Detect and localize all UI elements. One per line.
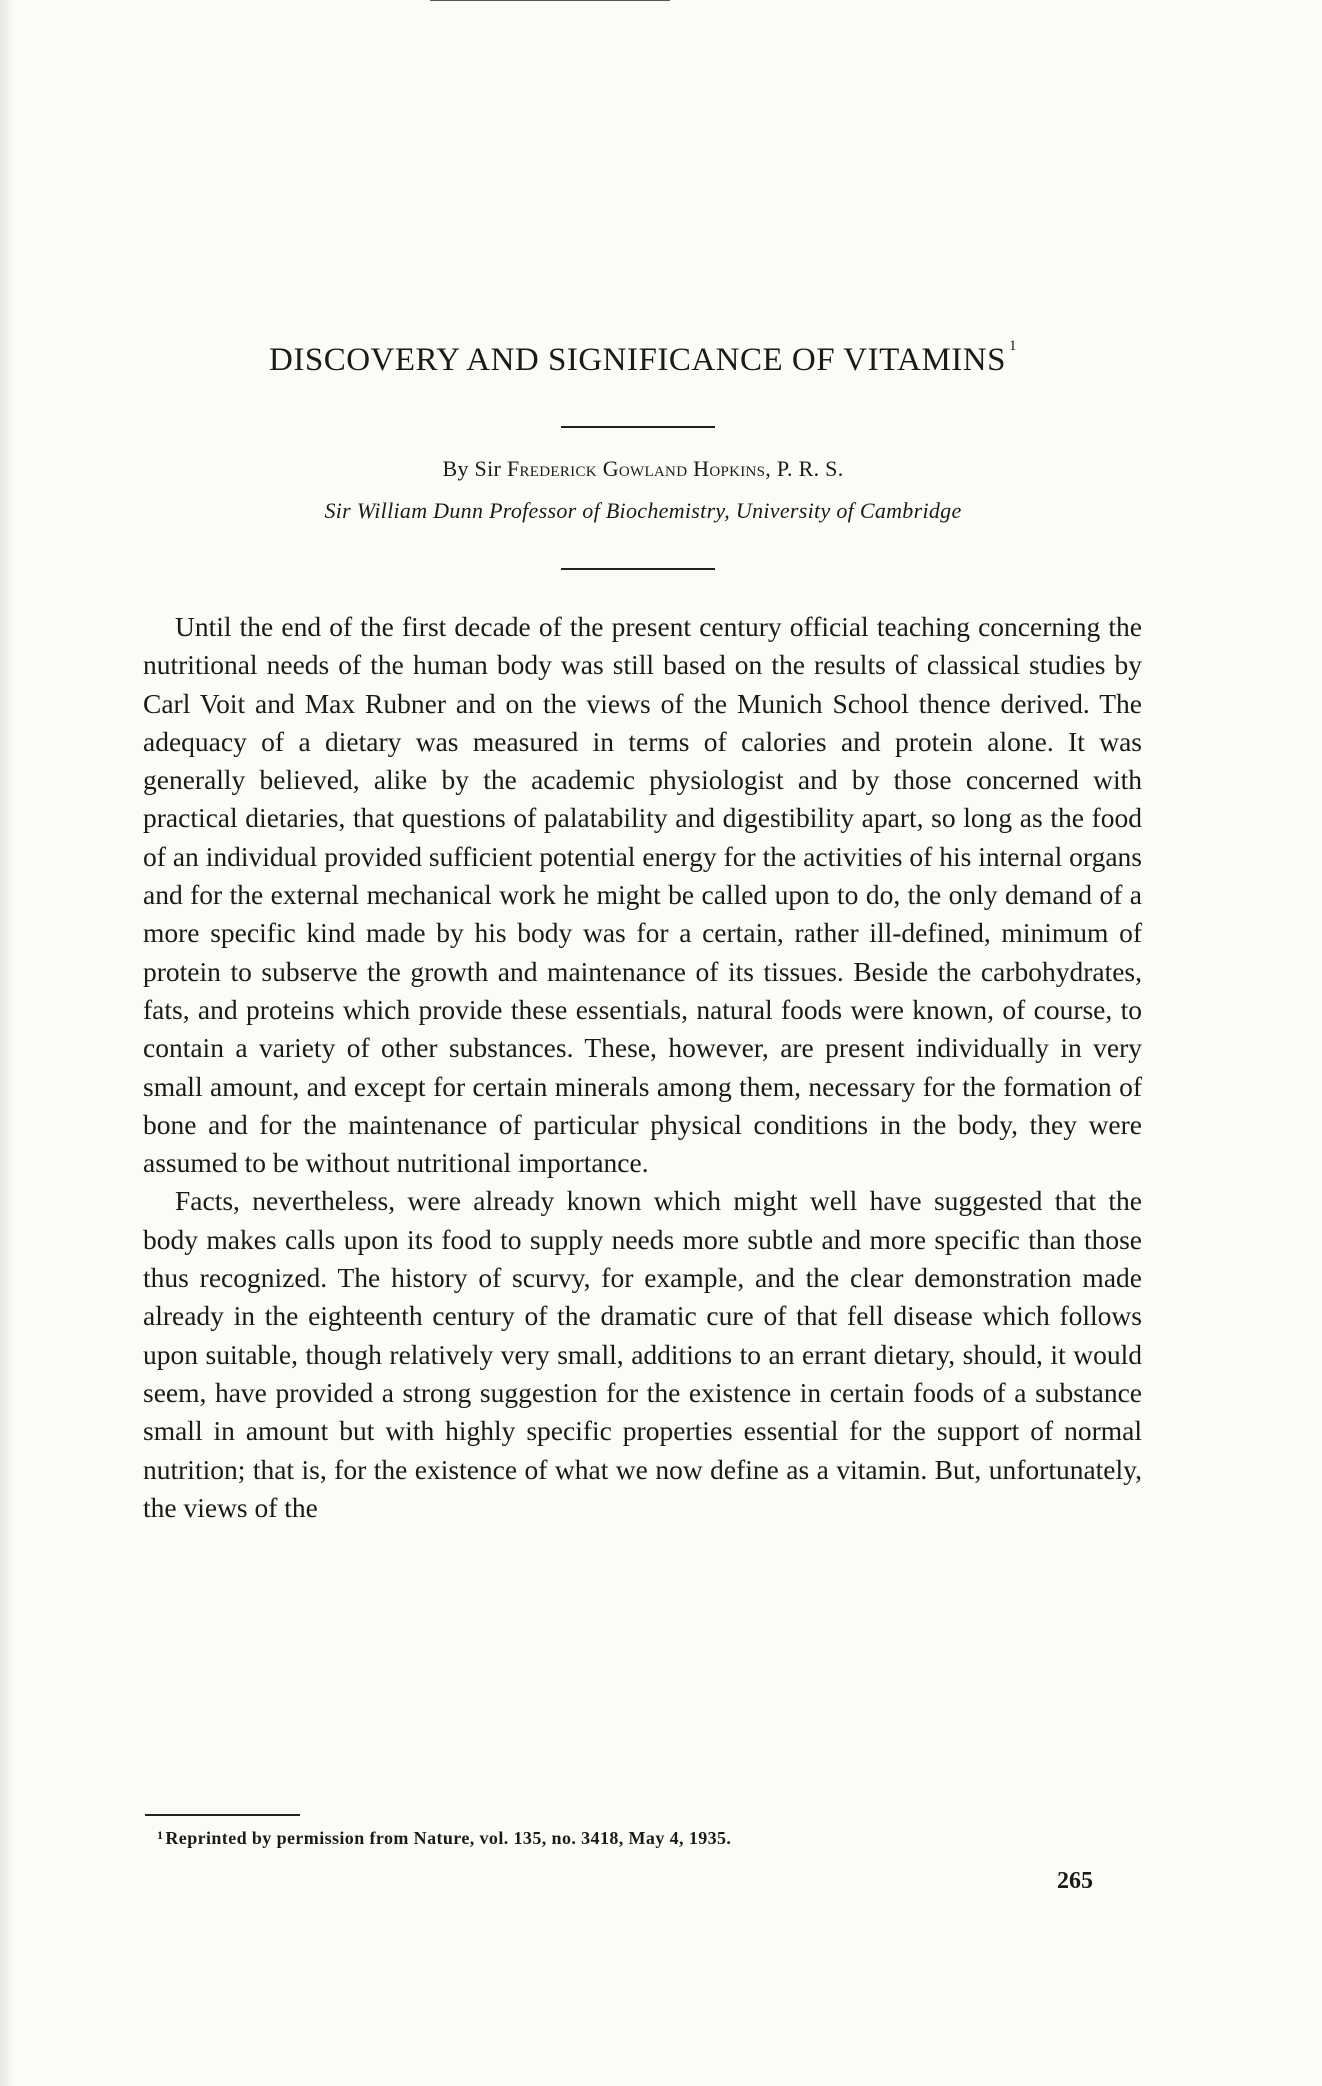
footnote — [157, 1828, 731, 1849]
body-paragraph-2: Facts, nevertheless, were already known which might well have suggested that the body makes calls upon its food to supply needs more subtle and more specific than those thus recognized. The history of scurvy, for example, and the clear demonstration made already in the eighteenth century of the dramatic cure of that fell disease which follows upon suitable, though relatively very small, additions to an errant dietary, should, it would seem, have provided a strong suggestion for the existence in certain foods of a substance small in amount but with highly specific properties essential for the support of normal nutrition; that is, for the existence of what we now define as a vitamin. But, unfortunately, the views of the — [143, 1185, 1142, 1523]
article-title-text: DISCOVERY AND SIGNIFICANCE OF VITAMINS — [269, 342, 1006, 378]
page-number: 265 — [1057, 1868, 1093, 1894]
author-suffix: , P. R. S. — [765, 456, 844, 481]
scan-edge-shadow — [0, 0, 14, 2086]
article-body — [143, 608, 1142, 1527]
title-rule — [561, 426, 715, 428]
author-affiliation: Sir William Dunn Professor of Biochemistry, University of Cambridge — [324, 498, 962, 523]
page — [143, 0, 1143, 2086]
byline — [143, 456, 1143, 482]
article-title — [143, 338, 1143, 379]
title-footnote-marker[interactable]: 1 — [1008, 338, 1017, 354]
footnote-rule — [145, 1814, 300, 1816]
body-paragraph-1: Until the end of the first decade of the present century official teaching concerning the nutritional needs of the human body was still based on the results of classical studies by Carl Voit and Max Rubner and on the views of the Munich School thence derived. The adequacy of a dietary was measured in terms of calories and protein alone. It was generally believed, alike by the academic physiologist and by those concerned with practical dietaries, that questions of palatability and digestibility apart, so long as the food of an individual provided sufficient potential energy for the activities of his internal organs and for the external mechanical work he might be called upon to do, the only demand of a more specific kind made by his body was for a certain, rather ill-defined, minimum of protein to subserve the growth and maintenance of its tissues. Beside the carbohydrates, fats, and proteins which provide these essentials, natural foods were known, of course, to contain a variety of other substances. These, however, are present individually in very small amount, and except for certain minerals among them, necessary for the formation of bone and for the maintenance of particular physical conditions in the body, they were assumed to be without nutritional importance. — [143, 611, 1142, 1179]
byline-rule — [561, 568, 715, 570]
footnote-marker: 1 — [157, 1828, 164, 1842]
author-name: Frederick Gowland Hopkins — [506, 456, 766, 481]
footnote-text: Reprinted by permission from Nature, vol. 135, no. 3418, May 4, 1935. — [165, 1828, 732, 1848]
byline-prefix: By Sir — [442, 456, 502, 481]
